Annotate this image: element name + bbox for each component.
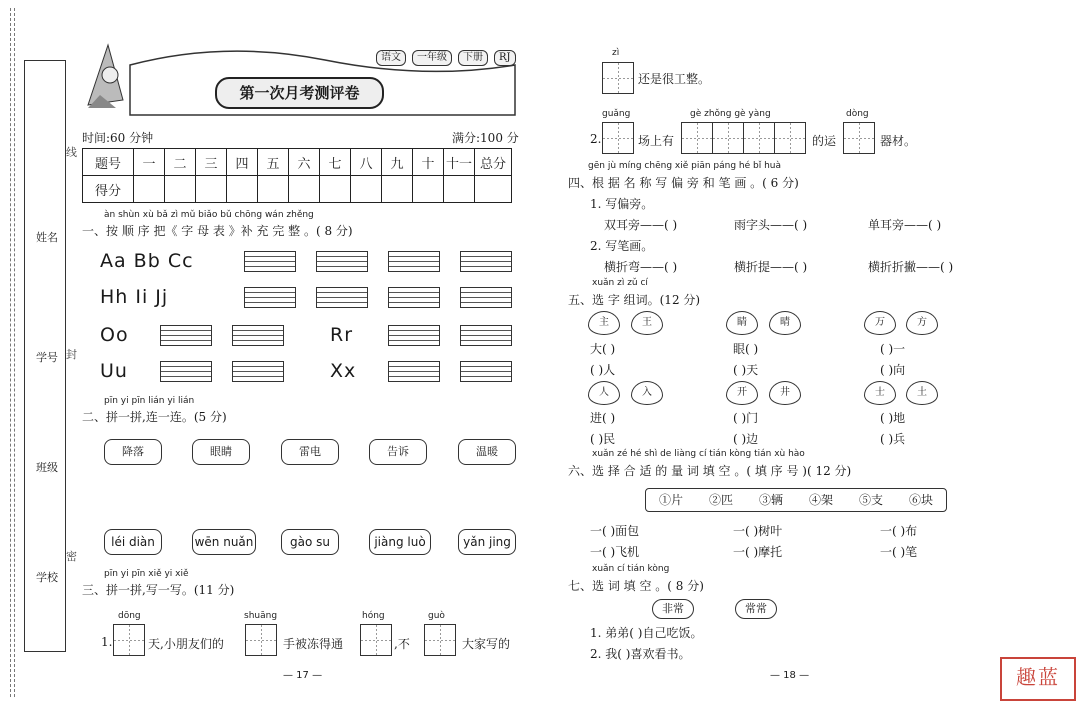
q1-letters: Hh Ii Jj [100,286,169,308]
heart-char[interactable]: 主 [588,311,620,335]
q2-title: 二、拼一拼,连一连。(5 分) [82,410,227,424]
table-cell: 四 [227,149,258,176]
writing-lines[interactable] [460,325,512,346]
tian-grid-box[interactable] [113,624,145,656]
heart-char[interactable]: 方 [906,311,938,335]
blank-item[interactable]: 1. 弟弟( )自己吃饭。 [590,626,703,640]
subject-tag: 语文 [376,50,406,66]
pinyin-card[interactable]: gào su [281,529,339,555]
school-field[interactable]: 学校 [36,571,58,584]
option: ③辆 [758,493,783,507]
writing-lines[interactable] [160,325,212,346]
pinyin-card[interactable]: léi diàn [104,529,162,555]
sentence-text: ,不 [394,637,410,651]
word-option[interactable]: 非常 [652,599,694,619]
publisher-seal: 趣蓝 [1000,657,1076,701]
table-cell: 得分 [83,176,134,203]
score-cell[interactable] [227,176,258,203]
measure-word-options [645,488,947,512]
option: ①片 [658,493,683,507]
writing-lines[interactable] [316,251,368,272]
writing-lines[interactable] [388,251,440,272]
sentence-text: 大家写的 [462,637,511,651]
heart-char[interactable]: 土 [906,381,938,405]
heart-char[interactable]: 井 [769,381,801,405]
tian-pinyin: shuāng [244,611,278,621]
word-option[interactable]: 常常 [735,599,777,619]
score-cell[interactable] [320,176,351,203]
tian-grid-box[interactable] [602,122,634,154]
table-cell: 六 [289,149,320,176]
table-cell: 十一 [444,149,475,176]
blank-item[interactable]: ( )地 [880,411,906,425]
blank-item[interactable]: ( )民 [590,432,616,446]
blank-item[interactable]: ( )天 [733,363,759,377]
blank-item[interactable]: ( )向 [880,363,906,377]
heart-char[interactable]: 开 [726,381,758,405]
writing-lines[interactable] [460,287,512,308]
score-cell[interactable] [165,176,196,203]
score-cell[interactable] [134,176,165,203]
page-number: — 17 — [283,670,323,681]
name-field[interactable]: 姓名 [36,231,58,244]
score-cell[interactable] [289,176,320,203]
writing-lines[interactable] [244,251,296,272]
q1-letters: Rr [330,324,354,346]
blank-item[interactable]: 2. 我( )喜欢看书。 [590,647,691,661]
q2-pinyin: pīn yi pīn lián yi lián [104,396,195,406]
writing-lines[interactable] [460,251,512,272]
fold-line [14,8,15,697]
tian-pinyin: dōng [118,611,141,621]
exam-time: 时间:60 分钟 [82,131,154,145]
q5-title: 五、选 字 组词。(12 分) [568,293,701,307]
blank-item[interactable]: ( )一 [880,342,906,356]
score-table-row [83,176,512,203]
tian-grid-box[interactable] [681,122,713,154]
blank-item[interactable]: ( )兵 [880,432,906,446]
heart-char[interactable]: 睛 [726,311,758,335]
writing-lines[interactable] [388,287,440,308]
edition-tag: RJ [494,50,516,66]
blank-item[interactable]: 横折折撇——( ) [868,260,954,274]
blank-item[interactable]: 双耳旁——( ) [604,218,678,232]
heart-char[interactable]: 人 [588,381,620,405]
writing-lines[interactable] [232,325,284,346]
student-id-field[interactable]: 学号 [36,351,58,364]
tian-grid-box[interactable] [245,624,277,656]
heart-char[interactable]: 士 [864,381,896,405]
q3-sentence-number: 1. [101,635,113,649]
tian-pinyin: zì [612,48,620,58]
q3-title: 三、拼一拼,写一写。(11 分) [82,583,235,597]
heart-char[interactable]: 王 [631,311,663,335]
tian-pinyin: gè zhǒng gè yàng [690,109,771,119]
seal-mark: 线 [66,146,77,159]
volume-tag: 下册 [458,50,488,66]
table-cell: 九 [382,149,413,176]
table-cell: 题号 [83,149,134,176]
score-cell[interactable] [444,176,475,203]
q4-part1: 1. 写偏旁。 [590,197,654,211]
blank-item[interactable]: 一( )笔 [880,545,918,559]
blank-item[interactable]: 一( )布 [880,524,918,538]
q6-title: 六、选 择 合 适 的 量 词 填 空 。( 填 序 号 )( 12 分) [568,464,852,478]
writing-lines[interactable] [388,325,440,346]
blank-item[interactable]: 横折弯——( ) [604,260,678,274]
table-cell: 八 [351,149,382,176]
seal-mark: 封 [66,348,77,361]
student-info-box [24,60,66,652]
q6-pinyin: xuǎn zé hé shì de liàng cí tián kòng tián xù hào [592,449,805,459]
blank-item[interactable]: 一( )飞机 [590,545,640,559]
tian-pinyin: hóng [362,611,385,621]
table-cell: 总分 [475,149,512,176]
page-title: 第一次月考测评卷 [215,77,384,109]
fold-line [10,8,11,697]
binding-strip [8,0,77,705]
score-cell[interactable] [351,176,382,203]
table-cell: 七 [320,149,351,176]
q5-pinyin: xuǎn zì zǔ cí [592,278,648,288]
q7-pinyin: xuǎn cí tián kòng [592,564,670,574]
sentence-text: 场上有 [638,134,675,148]
score-table [82,148,512,203]
blank-item[interactable]: 单耳旁——( ) [868,218,942,232]
blank-item[interactable]: 一( )摩托 [733,545,783,559]
q1-pinyin: àn shùn xù bǎ zì mǔ biǎo bǔ chōng wán zhěng [104,210,314,220]
option: ②匹 [708,493,733,507]
table-cell: 五 [258,149,289,176]
score-table-header [83,149,512,176]
grade-tag: 一年级 [412,50,452,66]
blank-item[interactable]: ( )边 [733,432,759,446]
blank-item[interactable]: 大( ) [590,342,616,356]
tian-pinyin: guǎng [602,109,631,119]
word-card[interactable]: 告诉 [369,439,427,465]
tian-grid-box[interactable] [743,122,775,154]
table-cell: 三 [196,149,227,176]
sentence-text: 手被冻得通 [283,637,344,651]
q3-pinyin: pīn yi pīn xiě yi xiě [104,569,189,579]
word-card[interactable]: 温暖 [458,439,516,465]
subject-tags [376,50,516,66]
seal-mark: 密 [66,550,77,563]
q7-title: 七、选 词 填 空 。( 8 分) [568,579,704,593]
blank-item[interactable]: 一( )面包 [590,524,640,538]
blank-item[interactable]: ( )门 [733,411,759,425]
page-number: — 18 — [770,670,810,681]
q1-title: 一、按 顺 序 把《 字 母 表 》补 充 完 整 。( 8 分) [82,224,353,238]
option: ⑥块 [908,493,933,507]
table-cell: 一 [134,149,165,176]
tian-grid-box[interactable] [602,62,634,94]
tian-grid-box[interactable] [360,624,392,656]
tian-grid-box[interactable] [424,624,456,656]
score-cell[interactable] [475,176,512,203]
sentence-text: 天,小朋友们的 [148,637,224,651]
sentence-text: 还是很工整。 [638,72,711,86]
blank-item[interactable]: 雨字头——( ) [734,218,808,232]
q1-letters: Xx [330,360,357,382]
tian-pinyin: dòng [846,109,869,119]
option: ④架 [808,493,833,507]
q1-letters: Uu [100,360,128,382]
writing-lines[interactable] [460,361,512,382]
writing-lines[interactable] [244,287,296,308]
blank-item[interactable]: ( )人 [590,363,616,377]
writing-lines[interactable] [232,361,284,382]
tian-grid-box[interactable] [712,122,744,154]
score-cell[interactable] [382,176,413,203]
pinyin-card[interactable]: wēn nuǎn [192,529,256,555]
tian-pinyin: guò [428,611,445,621]
table-cell: 十 [413,149,444,176]
heart-char[interactable]: 晴 [769,311,801,335]
word-card[interactable]: 雷电 [281,439,339,465]
q4-part2: 2. 写笔画。 [590,239,654,253]
writing-lines[interactable] [160,361,212,382]
q4-title: 四、根 据 名 称 写 偏 旁 和 笔 画 。( 6 分) [568,176,799,190]
table-cell: 二 [165,149,196,176]
writing-lines[interactable] [316,287,368,308]
word-card[interactable]: 降落 [104,439,162,465]
blank-item[interactable]: 眼( ) [733,342,759,356]
score-cell[interactable] [196,176,227,203]
full-score: 满分:100 分 [452,131,519,145]
sentence-text: 的运 [812,134,837,148]
option: ⑤支 [858,493,883,507]
q1-letters: Aa Bb Cc [100,250,194,272]
blank-item[interactable]: 横折提——( ) [734,260,808,274]
blank-item[interactable]: 一( )树叶 [733,524,783,538]
pinyin-card[interactable]: jiàng luò [369,529,431,555]
score-cell[interactable] [258,176,289,203]
writing-lines[interactable] [388,361,440,382]
heart-char[interactable]: 万 [864,311,896,335]
pinyin-card[interactable]: yǎn jing [458,529,516,555]
q1-letters: Oo [100,324,129,346]
word-card[interactable]: 眼睛 [192,439,250,465]
q3-sentence-number: 2. [590,132,602,146]
sentence-text: 器材。 [880,134,917,148]
tian-grid-box[interactable] [774,122,806,154]
class-field[interactable]: 班级 [36,461,58,474]
score-cell[interactable] [413,176,444,203]
blank-item[interactable]: 进( ) [590,411,616,425]
tian-grid-box[interactable] [843,122,875,154]
heart-char[interactable]: 入 [631,381,663,405]
q4-pinyin: gēn jù míng chēng xiě piān páng hé bǐ huà [588,161,782,171]
